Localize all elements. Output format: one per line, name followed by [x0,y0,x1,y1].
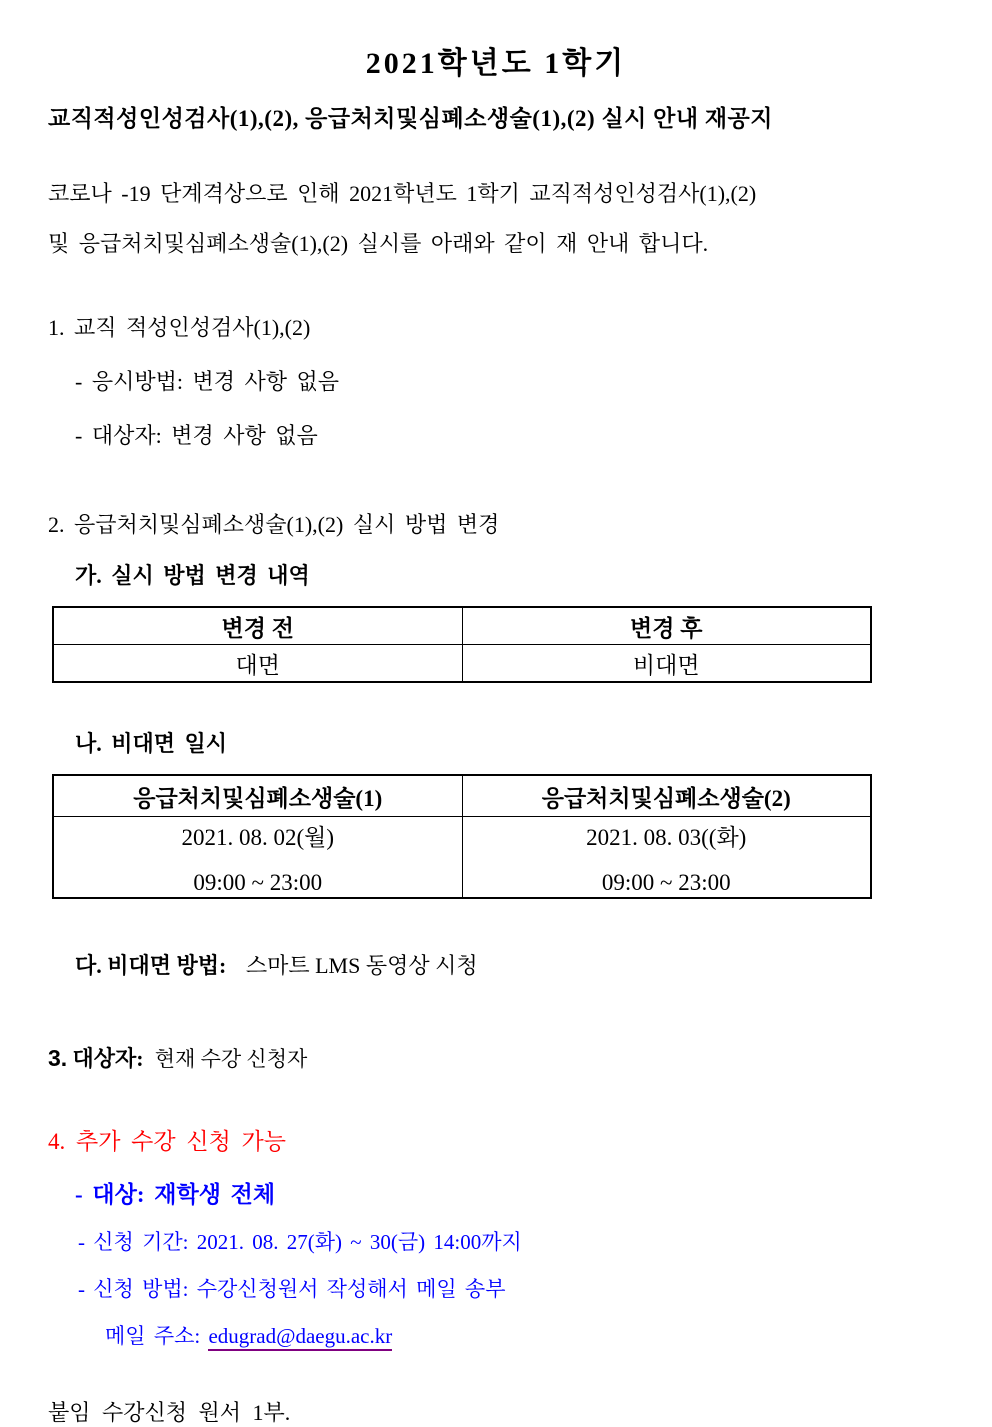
document-title: 2021학년도 1학기 [365,47,627,80]
section-4-method: - 신청 방법: 수강신청원서 작성해서 메일 송부 [78,1277,506,1301]
section-2c-label: 다. 비대면 방법: [75,953,227,978]
schedule-time-cpr1: 09:00 ~ 23:00 [193,869,323,895]
document-subtitle: 교직적성인성검사(1),(2), 응급처치및심폐소생술(1),(2) 실시 안내 재공지 [48,106,773,131]
section-1-item-target: - 대상자: 변경 사항 없음 [75,423,318,448]
section-2-heading: 2. 응급처치및심폐소생술(1),(2) 실시 방법 변경 [48,512,500,537]
section-4 [48,1123,944,1350]
schedule-table-header-cpr1: 응급처치및심폐소생술(1) [53,775,462,817]
change-table-body-row [53,645,871,683]
section-4-email-line [105,1320,944,1350]
schedule-time-cpr2: 09:00 ~ 23:00 [601,869,731,895]
schedule-date-cpr1: 2021. 08. 02(월) [181,824,335,850]
section-2b-heading: 나. 비대면 일시 [75,731,228,756]
schedule-table-cell-cpr2 [462,817,871,899]
change-table-cell-before: 대면 [53,645,462,683]
section-4-heading: 4. 추가 수강 신청 가능 [48,1129,286,1154]
change-table-header-after: 변경 후 [462,607,871,645]
section-2c-line [75,949,944,980]
change-table-header-row [53,607,871,645]
section-3-value: 현재 수강 신청자 [154,1047,308,1071]
schedule-table [52,774,872,899]
attachment-note: 붙임 수강신청 원서 1부. [48,1400,291,1425]
section-3 [48,1042,944,1073]
email-label: 메일 주소: [105,1324,201,1348]
schedule-table-header-row [53,775,871,817]
section-1 [48,311,944,450]
schedule-date-cpr2: 2021. 08. 03((화) [586,824,747,850]
schedule-table-header-cpr2: 응급처치및심폐소생술(2) [462,775,871,817]
intro-paragraph [48,169,944,269]
section-1-heading: 1. 교직 적성인성검사(1),(2) [48,315,311,340]
change-table-header-before: 변경 전 [53,607,462,645]
section-3-number: 3. [48,1045,68,1071]
section-1-item-method: - 응시방법: 변경 사항 없음 [75,369,339,394]
section-2c-value: 스마트 LMS 동영상 시청 [245,953,478,978]
schedule-table-body-row [53,817,871,899]
section-3-label: 대상자: [72,1046,144,1071]
section-4-period: - 신청 기간: 2021. 08. 27(화) ~ 30(금) 14:00까지 [78,1230,522,1254]
intro-line-1: 코로나 -19 단계격상으로 인해 2021학년도 1학기 교직적성인성검사(1),(2) [48,181,757,206]
section-4-target: - 대상: 재학생 전체 [75,1182,276,1207]
intro-line-2: 및 응급처치및심폐소생술(1),(2) 실시를 아래와 같이 재 안내 합니다. [48,231,709,256]
section-2a-heading: 가. 실시 방법 변경 내역 [75,563,310,588]
change-table [52,606,872,683]
change-table-cell-after: 비대면 [462,645,871,683]
email-link[interactable]: edugrad@daegu.ac.kr [208,1324,392,1351]
schedule-table-cell-cpr1 [53,817,462,899]
section-2 [48,508,944,980]
